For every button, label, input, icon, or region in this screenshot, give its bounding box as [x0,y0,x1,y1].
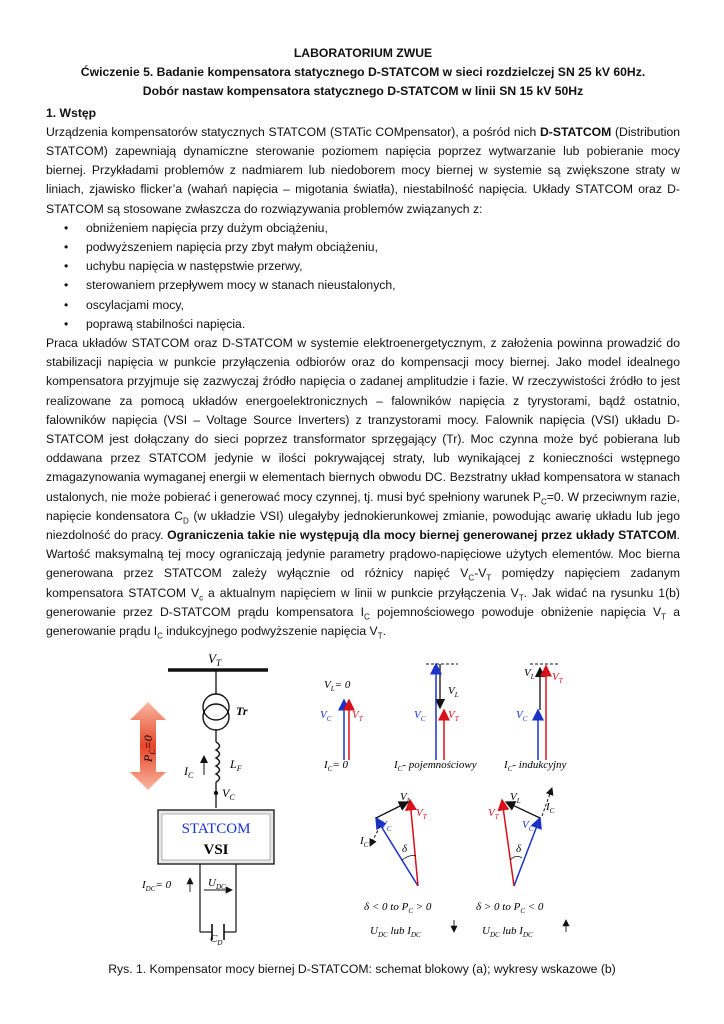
paragraph-1: Urządzenia kompensatorów statycznych STATCOM (STATic COMpensator), a pośród nich D-STATCOM (Distribution STATCOM) zapewniają dynamiczne sterowanie poziomem napięcia poprzez wytwarzanie lub pobieranie mocy biernej. Przykładami problemów z nadmiarem lub niedoborem mocy biernej w systemie są zwiększone straty w liniach, zjawisko flicker’a (wahań napięcia – migotania światła), niestabilność napięcia. Układy STATCOM oraz D-STATCOM są stosowane zwłaszcza do rozwiązywania problemów związanych z: [46,124,681,216]
figure-caption: Rys. 1. Kompensator mocy biernej D-STATCOM: schemat blokowy (a); wykresy wskazowe (b) [108,962,616,976]
statcom-label: STATCOM [181,821,251,837]
svg-text:VL: $V_L$ [524,667,535,681]
label-tr: Tr [236,704,248,718]
label-vl0: $V_L= 0$ [324,679,351,693]
label-vc: $V_C$ [222,786,235,802]
label-cd: $C_D$ [210,933,223,945]
svg-text:VL: $V_L$ [510,791,521,805]
svg-text:VC: $V_C$ [380,819,392,833]
vsi-label: VSI [203,842,229,858]
svg-text:VC: $V_C$ [522,819,534,833]
svg-text:VT: $V_T$ [448,709,459,723]
section-heading: 1. Wstęp [46,105,97,120]
label-udc: $U_{DC}$ [208,877,226,891]
exercise-title: Ćwiczenie 5. Badanie kompensatora statycznego D-STATCOM w sieci rozdzielczej SN 25 kV 60Hz. [80,65,646,80]
document-page [46,44,680,641]
label-ic-capacitive: $I_C-$ pojemnościowy [394,759,477,773]
label-udc-lub-idc-1: $U_{DC}$ lub $I_{DC}$ [370,925,421,939]
list-item: • podwyższeniem napięcia przy zbyt małym obciążeniu, [46,238,680,257]
phasor-diagrams [320,664,567,939]
label-vt: $V_T$ [208,651,221,668]
svg-text:VC: $V_C$ [414,709,426,723]
svg-text:VC: $V_C$ [516,709,528,723]
label-idc: $I_{DC}= 0$ [142,879,172,893]
list-item: • oscylacjami mocy, [46,296,680,315]
paragraph-2: Praca układów STATCOM oraz D-STATCOM w systemie elektroenergetycznym, z założenia powinna prowadzić do stabilizacji napięcia w punkcie przyłączenia odbiorów oraz do kompensacji mocy biernej. Jako model idealnego kompensatora przyjmuje się zazwyczaj źródło napięcia o zadanej amplitudzie i fazie. W rzeczywistości źródło to jest realizowane za pomocą układów energoelektronicznych – falowników napięcia z tyrystorami, bądź ostatnio, falowników napięcia (VSI – Voltage Source Inverters) z tranzystorami mocy. Falownik napięcia (VSI) układu D-STATCOM jest dołączany do sieci poprzez transformator sprzęgający (Tr). Moc czynna może być pobierana lub oddawana przez STATCOM jedynie w ilości pokrywającej straty, lub wynikającej z konieczności wstępnego zmagazynowania wymaganej energii w elementach biernych obwodu DC. Bezstratny układ kompensatora w stanach ustalonych, nie może pobierać i generować mocy czynnej, tj. musi być spełniony warunek $P_C=0$. W przeciwnym razie, napięcie kondensatora $C_D$ (w układzie VSI) ulegałyby jednokierunkowej zmianie, powodując awarię układu lub jego niezdolność do pracy. Ograniczenia takie nie występują dla mocy biernej generowanej przez układy STATCOM. Wartość maksymalną tej mocy ograniczają jedynie parametry prądowo-napięciowe użytych elementów. Moc bierna generowana przez STATCOM zależy wyłącznie od różnicy napięć $V_C-V_T$ pomiędzy napięciem zadanym kompensatora STATCOM $V_c$ a aktualnym napięciem w linii w punkcie przyłączenia $V_T$. Jak widać na rysunku 1(b) generowanie przez D-STATCOM prądu kompensatora $I_C$ pojemnościowego powoduje obniżenie napięcia $V_T$ a generowanie prądu $I_C$ indukcyjnego podwyższenie napięcia $V_T$. [46,336,680,641]
label-ic-inductive: $I_C-$ indukcyjny [504,759,567,773]
svg-text:δ: δ [516,843,522,855]
list-item: • poprawą stabilności napięcia. [46,315,680,334]
svg-text:IC: $I_C$ [546,801,555,815]
inductor-icon [216,742,220,782]
label-delta-neg: δ < 0 to $P_C > 0$ [364,901,432,915]
power-flow-arrow [130,702,166,790]
label-lf: $L_F$ [230,757,242,773]
svg-text:VT: $V_T$ [488,807,499,821]
svg-text:PC=0: $P_C=0$ [141,735,157,762]
block-diagram [130,651,274,945]
figure-statcom [118,650,608,945]
bullet-list [46,219,680,334]
lab-title: LABORATORIUM ZWUE [293,46,433,60]
label-delta-pos: δ > 0 to $P_C < 0$ [476,901,544,915]
svg-text:VL: $V_L$ [448,685,459,699]
figure-svg [118,650,608,945]
list-item: • sterowaniem przepływem mocy w stanach nieustalonych, [46,276,680,295]
list-item: • obniżeniem napięcia przy dużym obciążeniu, [46,219,680,238]
svg-text:VT: $V_T$ [416,807,427,821]
list-item: • uchybu napięcia w następstwie przerwy, [46,257,680,276]
subtitle: Dobór nastaw kompensatora statycznego D-STATCOM w linii SN 15 kV 50Hz [142,84,584,99]
label-ic0: $I_C= 0$ [324,759,349,773]
label-ic: $I_C$ [184,764,194,780]
label-udc-lub-idc-2: $U_{DC}$ lub $I_{DC}$ [482,925,533,939]
svg-text:VC: $V_C$ [320,709,332,723]
svg-text:δ: δ [402,843,408,855]
svg-text:IC: $I_C$ [360,835,369,849]
svg-text:VL: $V_L$ [400,791,411,805]
svg-text:VT: $V_T$ [352,709,363,723]
svg-text:VT: $V_T$ [552,671,563,685]
